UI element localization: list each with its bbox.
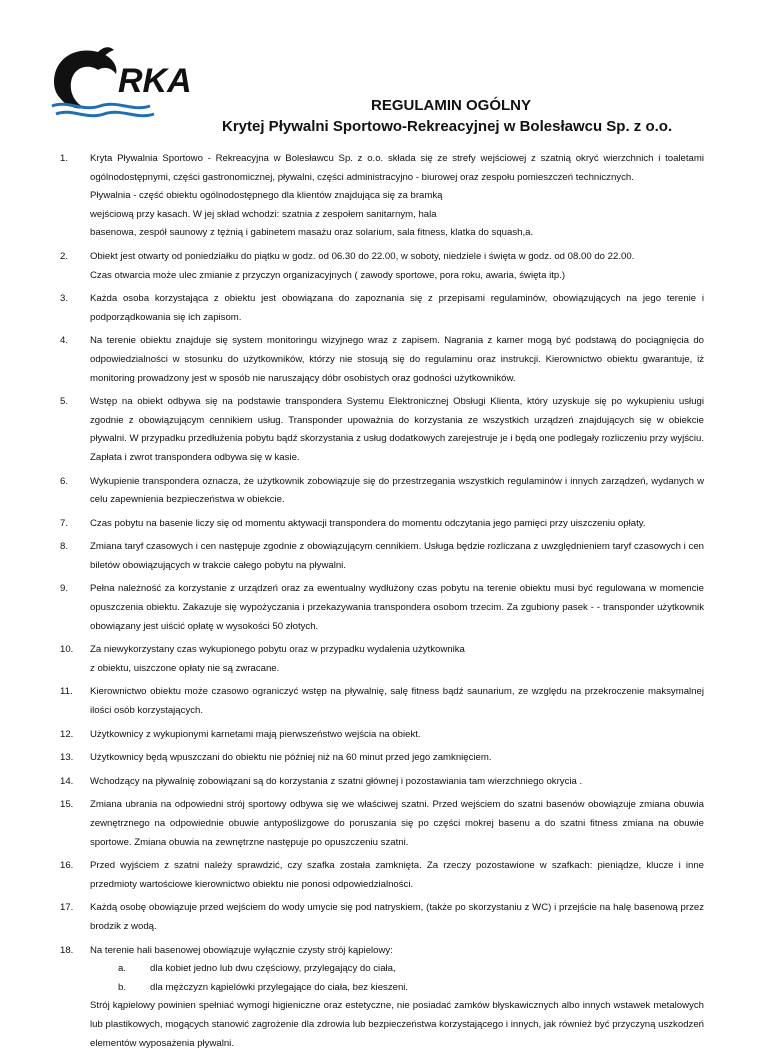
rule-number: 18. xyxy=(60,944,74,956)
rule-item xyxy=(60,899,704,936)
rule-number: 7. xyxy=(60,517,69,529)
rule-text: Wchodzący na pływalnię zobowiązani są do korzystania z szatni głównej i pozostawiania tam wierzchniego okrycia . xyxy=(90,775,583,787)
rule-item xyxy=(60,942,704,1053)
rule-item xyxy=(60,796,704,852)
rule-item xyxy=(60,726,704,745)
rule-text: Za niewykorzystany czas wykupionego pobytu oraz w przypadku wydalenia użytkownika xyxy=(90,644,465,656)
page-subtitle: Krytej Pływalni Sportowo-Rekreacyjnej w Bolesławcu Sp. z o.o. xyxy=(222,118,673,135)
rule-number: 17. xyxy=(60,902,74,914)
rule-number: 14. xyxy=(60,775,74,787)
subitem-letter: b. xyxy=(118,981,127,993)
subitem-letter: a. xyxy=(118,963,127,975)
rule-extra-line: wejściową przy kasach. W jej skład wchodzi: szatnia z zespołem sanitarnym, hala xyxy=(90,208,437,220)
rule-text: Każda osoba korzystająca z obiektu jest obowiązana do zapoznania się z przepisami regulaminów, obowiązujących na jego terenie i podporządkowania się ich zapisom. xyxy=(90,293,704,323)
logo-text: RKA xyxy=(118,62,192,100)
rule-subitem xyxy=(90,960,704,979)
rule-text: Wykupienie transpondera oznacza, że użytkownik zobowiązuje się do przestrzegania wszystkich regulaminów i innych zarządzeń, wydanych w celu zapewnienia bezpieczeństwa w obiekcie. xyxy=(90,475,704,506)
rule-number: 11. xyxy=(60,686,73,698)
subitem-text: dla mężczyzn kąpielówki przylegające do ciała, bez kieszeni. xyxy=(150,981,409,993)
rule-text: Obiekt jest otwarty od poniedziałku do piątku w godz. od 06.30 do 22.00, w soboty, niedziele i święta w godz. od 08.00 do 22.00. xyxy=(90,250,635,262)
rule-text: Zmiana taryf czasowych i cen następuje zgodnie z obowiązującym cennikiem. Usługa będzie rozliczana z uwzględnieniem taryf czasowych i cen biletów obowiązujących w trakcie całego pobytu na pływalni. xyxy=(90,541,704,571)
rule-item xyxy=(60,515,704,534)
rule-item xyxy=(60,749,704,768)
orca-logo-icon xyxy=(46,44,206,124)
rule-text: Kierownictwo obiektu może czasowo ograniczyć wstęp na pływalnię, salę fitness bądź saunarium, ze względu na przekroczenie maksymalnej ilości osób korzystających. xyxy=(90,686,704,717)
rule-text: Na terenie obiektu znajduje się system monitoringu wizyjnego wraz z zapisem. Nagrania z kamer mogą być podstawą do pociągnięcia do odpowiedzialności w stosunku do użytkowników, którzy nie stosują się do regulaminu oraz instrukcji. Kierownictwo obiektu gwarantuje, iż monitoring prowadzony jest w sposób nie naruszający dóbr osobistych oraz godności użytkowników. xyxy=(90,335,704,384)
rule-number: 13. xyxy=(60,752,74,764)
rule-item xyxy=(60,773,704,792)
rule-number: 16. xyxy=(60,860,74,872)
rule-number: 9. xyxy=(60,583,69,595)
rule-subitem xyxy=(90,979,704,998)
rule-after-text: Strój kąpielowy powinien spełniać wymogi higieniczne oraz estetyczne, nie posiadać zamków błyskawicznych albo innych wstawek metalowych lub plastikowych, mogących stanowić zagrożenie dla zdrowia lub bezpieczeństwa korzystającego i innych, jak również być przyczyną uszkodzeń elementów wyposażenia pływalni. xyxy=(90,1000,704,1049)
subitem-text: dla kobiet jedno lub dwu częściowy, przylegający do ciała, xyxy=(150,963,396,975)
rule-extra-line: z obiektu, uiszczone opłaty nie są zwracane. xyxy=(90,662,280,674)
rule-text: Każdą osobę obowiązuje przed wejściem do wody umycie się pod natryskiem, (także po skorzystaniu z WC) i przejście na halę basenową przez brodzik z wodą. xyxy=(90,902,704,932)
rule-number: 10. xyxy=(60,644,74,656)
rule-item xyxy=(60,683,704,720)
rule-item xyxy=(60,393,704,467)
rule-extra-line: Pływalnia - część obiektu ogólnodostępnego dla klientów znajdująca się za bramką xyxy=(90,190,443,202)
rule-item xyxy=(60,248,704,285)
rule-text: Wstęp na obiekt odbywa się na podstawie transpondera Systemu Elektronicznej Obsługi Klienta, który uzyskuje się po wykupieniu usługi zgodnie z obowiązującym cennikiem usług. Transponder upoważnia do korzystania ze wszystkich urządzeń znajdujących się w obiekcie pływalni. W przypadku przedłużenia pobytu bądź skorzystania z usług dodatkowych zarejestruje je i będą one podlegały rozliczeniu przy wyjściu. Zapłata i zwrot transpondera odbywa się w kasie. xyxy=(90,396,704,463)
rule-text: Zmiana ubrania na odpowiedni strój sportowy odbywa się we właściwej szatni. Przed wejściem do szatni basenów obowiązuje zmiana obuwia zewnętrznego na odpowiednie obuwie antypoślizgowe do poruszania się po części mokrej basenu a do szatni fitness zmiana na obuwie sportowe. Zmiana obuwia na zewnętrzne następuje po opuszczeniu szatni. xyxy=(90,799,704,848)
page-title: REGULAMIN OGÓLNY xyxy=(371,97,531,114)
rule-number: 5. xyxy=(60,396,69,408)
rule-number: 3. xyxy=(60,293,69,305)
rule-item xyxy=(60,580,704,636)
rule-item xyxy=(60,150,704,243)
rule-text: Użytkownicy będą wpuszczani do obiektu nie później niż na 60 minut przed jego zamknięciem. xyxy=(90,752,492,764)
rule-text: Przed wyjściem z szatni należy sprawdzić, czy szafka została zamknięta. Za rzeczy pozostawione w szafkach: pieniądze, klucze i inne przedmioty wartościowe kierownictwo obiektu nie ponosi odpowiedzialności. xyxy=(90,860,704,890)
orka-logo xyxy=(46,44,206,124)
rule-number: 6. xyxy=(60,475,69,487)
rule-text: Na terenie hali basenowej obowiązuje wyłącznie czysty strój kąpielowy: xyxy=(90,944,393,956)
rule-number: 8. xyxy=(60,541,69,553)
rule-text: Kryta Pływalnia Sportowo - Rekreacyjna w Bolesławcu Sp. z o.o. składa się ze strefy wejściowej z szatnią okryć wierzchnich i toaletami ogólnodostępnymi, części gastronomicznej, pływalni, części administracyjno - biurowej oraz zespołu pomieszczeń technicznych. xyxy=(90,153,704,183)
rule-text: Pełna należność za korzystanie z urządzeń oraz za ewentualny wydłużony czas pobytu na terenie obiektu musi być regulowana w momencie opuszczenia obiektu. Zakazuje się wypożyczania i przekazywania transpondera osobom trzecim. Za zgubiony pasek - - transponder użytkownik obowiązany jest uiścić opłatę w wysokości 50 złotych. xyxy=(90,583,704,632)
rule-extra-line: basenowa, zespół saunowy z tężnią i gabinetem masażu oraz solarium, sala fitness, klatka do squash,a. xyxy=(90,227,534,239)
rule-item xyxy=(60,538,704,575)
rule-item xyxy=(60,290,704,327)
rule-number: 4. xyxy=(60,335,69,347)
rule-number: 1. xyxy=(60,153,69,164)
rule-number: 2. xyxy=(60,250,69,262)
rule-number: 15. xyxy=(60,799,74,811)
rule-item xyxy=(60,473,704,510)
rules-list xyxy=(60,150,704,1053)
rule-number: 12. xyxy=(60,728,74,740)
rule-text: Czas pobytu na basenie liczy się od momentu aktywacji transpondera do momentu odczytania jego pamięci przy uiszczeniu opłaty. xyxy=(90,517,646,529)
rule-item xyxy=(60,857,704,894)
rule-item xyxy=(60,641,704,678)
rule-item xyxy=(60,332,704,388)
rule-text: Użytkownicy z wykupionymi karnetami mają pierwszeństwo wejścia na obiekt. xyxy=(90,728,421,740)
rule-extra-line: Czas otwarcia może ulec zmianie z przyczyn organizacyjnych ( zawody sportowe, pora roku, awaria, święta itp.) xyxy=(90,269,566,281)
